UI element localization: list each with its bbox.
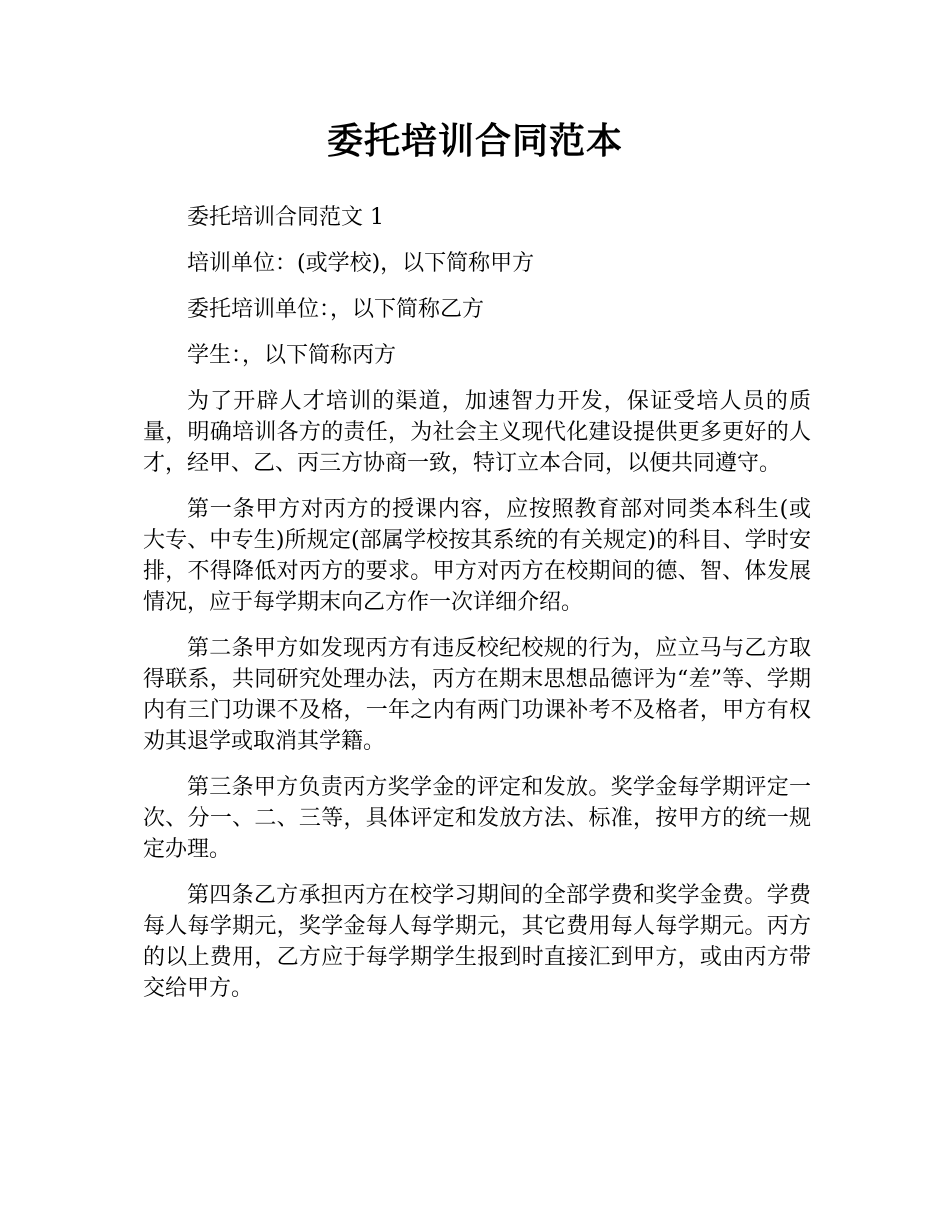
paragraph-article-1: 第一条甲方对丙方的授课内容，应按照教育部对同类本科生(或大专、中专生)所规定(部属学校按其系统的有关规定)的科目、学时安排，不得降低对丙方的要求。甲方对丙方在校期间的德、智、体发展情况，应于每学期末向乙方作一次详细介绍。: [143, 497, 811, 615]
paragraph-party-c: 学生：，以下简称丙方: [187, 343, 397, 368]
paragraph-article-3: 第三条甲方负责丙方奖学金的评定和发放。奖学金每学期评定一次、分一、二、三等，具体评定和发放方法、标准，按甲方的统一规定办理。: [143, 775, 811, 862]
document-title: 委托培训合同范本: [326, 121, 623, 162]
paragraph-party-b: 委托培训单位：，以下简称乙方: [187, 297, 485, 322]
document-body: [143, 202, 811, 1019]
paragraph-party-a: 培训单位：(或学校)，以下简称甲方: [187, 251, 535, 276]
paragraph-preamble: 为了开辟人才培训的渠道，加速智力开发，保证受培人员的质量，明确培训各方的责任，为社会主义现代化建设提供更多更好的人才，经甲、乙、丙三方协商一致，特订立本合同，以便共同遵守。: [143, 389, 811, 476]
paragraph-article-2: 第二条甲方如发现丙方有违反校纪校规的行为，应立马与乙方取得联系，共同研究处理办法，丙方在期末思想品德评为“差”等、学期内有三门功课不及格，一年之内有两门功课补考不及格者，甲方有权劝其退学或取消其学籍。: [143, 636, 811, 754]
paragraph-article-4: 第四条乙方承担丙方在校学习期间的全部学费和奖学金费。学费每人每学期元，奖学金每人每学期元，其它费用每人每学期元。丙方的以上费用，乙方应于每学期学生报到时直接汇到甲方，或由丙方带交给甲方。: [143, 883, 811, 1001]
paragraph-heading: 委托培训合同范文 1: [187, 205, 384, 230]
